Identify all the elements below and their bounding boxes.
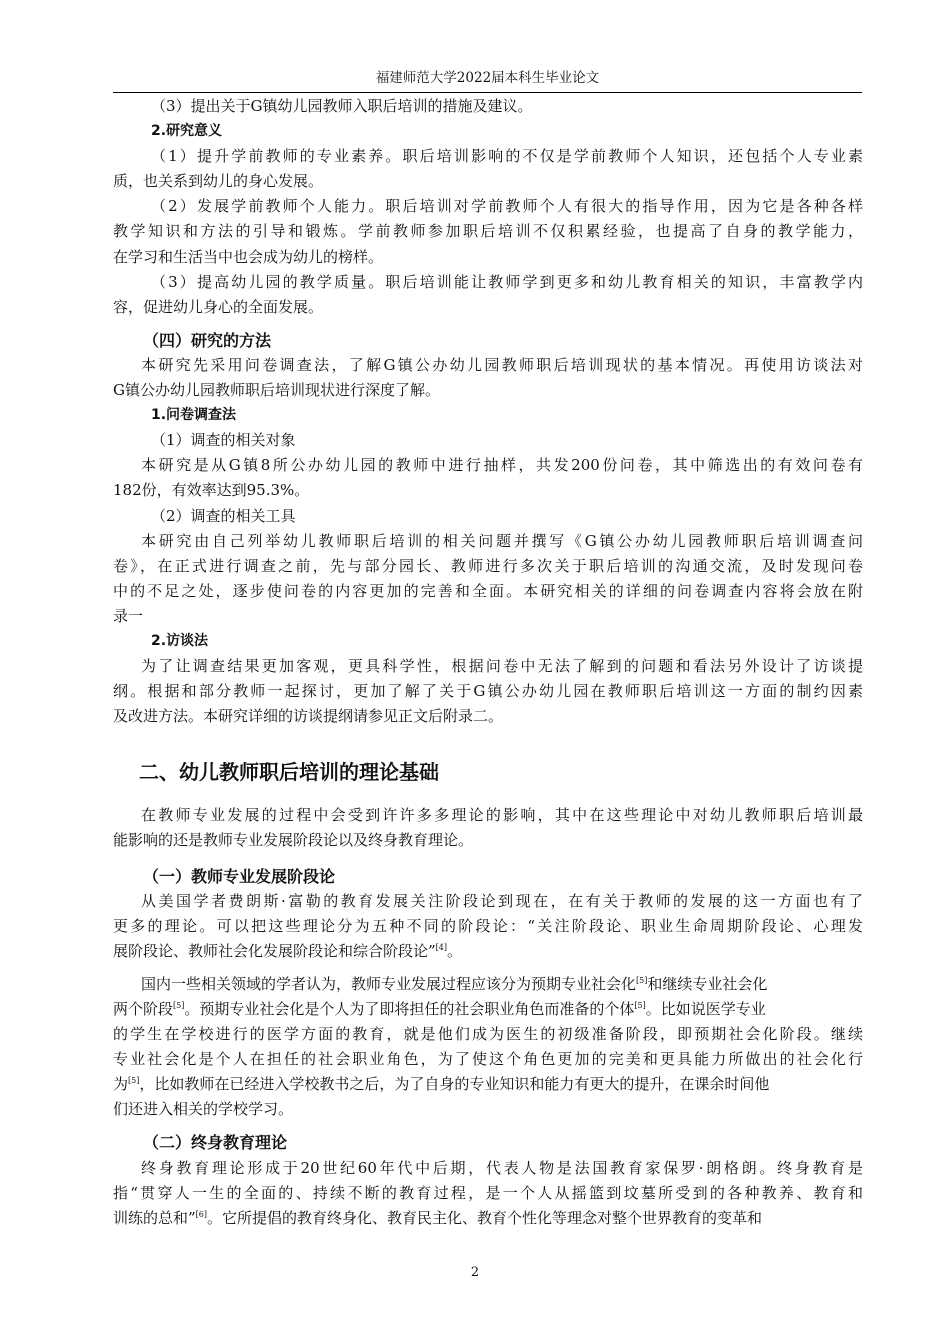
subheading-interview: 2.访谈法 bbox=[151, 632, 209, 649]
text-run: 两个阶段 bbox=[113, 1000, 174, 1018]
paragraph-line: 本研究由自己列举幼儿教师职后培训的相关问题并撰写《G镇公办幼儿园教师职后培训调查问 bbox=[141, 531, 863, 550]
section-heading-methods: （四）研究的方法 bbox=[143, 330, 272, 350]
citation-ref: [4] bbox=[435, 942, 448, 952]
paragraph-line: 本研究先采用问卷调查法，了解G镇公办幼儿园教师职后培训现状的基本情况。再使用访谈法对 bbox=[141, 355, 863, 374]
text-run: 。 bbox=[447, 941, 463, 960]
paragraph-line: 终身教育理论形成于20世纪60年代中后期，代表人物是法国教育家保罗·朗格朗。终身教育是 bbox=[141, 1158, 863, 1177]
paragraph-line: （2）发展学前教师个人能力。职后培训对学前教师个人有很大的指导作用，因为它是各种各样 bbox=[151, 197, 863, 216]
paragraph-line: 指“贯穿人一生的全面的、持续不断的教育过程，是一个人从摇篮到坟墓所受到的各种教养、教育和 bbox=[113, 1183, 863, 1202]
header-title: 福建师范大学2022届本科生毕业论文 bbox=[375, 70, 600, 86]
paragraph-line: 专业社会化是个人在担任的社会职业角色，为了使这个角色更加的完美和更具能力所做出的社会化行 bbox=[113, 1050, 863, 1069]
citation-ref: [5] bbox=[128, 1076, 140, 1086]
page-number: 2 bbox=[470, 1265, 480, 1280]
paragraph-line bbox=[113, 972, 863, 997]
paragraph-line: （2）调查的相关工具 bbox=[151, 506, 296, 525]
paragraph-line bbox=[113, 1072, 863, 1097]
paragraph-line: 容，促进幼儿身心的全面发展。 bbox=[113, 297, 324, 316]
paragraph-line: 从美国学者费朗斯·富勒的教育发展关注阶段论到现在，在有关于教师的发展的这一方面也有了 bbox=[141, 891, 863, 910]
paragraph-line: 在学习和生活当中也会成为幼儿的榜样。 bbox=[113, 247, 384, 266]
paragraph-line: （1）调查的相关对象 bbox=[151, 431, 296, 450]
text-run: 为 bbox=[113, 1075, 129, 1094]
paragraph-line: 能影响的还是教师专业发展阶段论以及终身教育理论。 bbox=[113, 831, 474, 850]
paragraph-line: 卷》，在正式进行调查之前，先与部分园长、教师进行多次关于职后培训的沟通交流，及时发现问卷 bbox=[113, 556, 863, 575]
text-run: 展阶段论、教师社会化发展阶段论和综合阶段论” bbox=[113, 941, 436, 960]
citation-ref: [5] bbox=[173, 1001, 185, 1010]
section-heading-stage-theory: （一）教师专业发展阶段论 bbox=[143, 866, 336, 886]
paragraph-line: 182份，有效率达到95.3%。 bbox=[113, 481, 310, 500]
paragraph-line: 们还进入相关的学校学习。 bbox=[113, 1100, 294, 1119]
paragraph-line: G镇公办幼儿园教师职后培训现状进行深度了解。 bbox=[113, 381, 440, 400]
subheading-research-significance: 2.研究意义 bbox=[151, 123, 223, 140]
paragraph-line: 录一 bbox=[113, 606, 144, 625]
citation-ref: [5] bbox=[636, 975, 648, 985]
paragraph-line: 本研究是从G镇8所公办幼儿园的教师中进行抽样，共发200份问卷，其中筛选出的有效问卷有 bbox=[141, 456, 863, 475]
text-run: 。预期专业社会化是个人为了即将担任的社会职业角色而准备的个体 bbox=[184, 1000, 635, 1018]
paragraph-line bbox=[113, 997, 863, 1022]
paragraph-line: （3）提出关于G镇幼儿园教师入职后培训的措施及建议。 bbox=[151, 97, 533, 115]
text-run: 国内一些相关领域的学者认为，教师专业发展过程应该分为预期专业社会化 bbox=[141, 974, 637, 993]
text-run: ，比如教师在已经进入学校教书之后，为了自身的专业知识和能力有更大的提升，在课余时间他 bbox=[139, 1075, 770, 1094]
paragraph-line: 的学生在学校进行的医学方面的教育，就是他们成为医生的初级准备阶段，即预期社会化阶段。继续 bbox=[113, 1025, 863, 1044]
paragraph-line: 及改进方法。本研究详细的访谈提纲请参见正文后附录二。 bbox=[113, 707, 504, 726]
text-run: 。它所提倡的教育终身化、教育民主化、教育个性化等理念对整个世界教育的变革和 bbox=[207, 1208, 763, 1227]
page-header bbox=[113, 66, 862, 93]
paragraph-line bbox=[113, 939, 863, 964]
paragraph-line: （3）提高幼儿园的教学质量。职后培训能让教师学到更多和幼儿教育相关的知识，丰富教学内 bbox=[151, 272, 863, 291]
paragraph-line: 更多的理论。可以把这些理论分为五种不同的阶段论：“关注阶段论、职业生命周期阶段论、心理发 bbox=[113, 916, 863, 935]
paragraph-line: 为了让调查结果更加客观，更具科学性，根据问卷中无法了解到的问题和看法另外设计了访谈提 bbox=[141, 657, 863, 676]
text-run: 训练的总和” bbox=[113, 1208, 196, 1227]
text-run: 。比如说医学专业 bbox=[645, 1000, 766, 1018]
paragraph-line: 质，也关系到幼儿的身心发展。 bbox=[113, 172, 324, 191]
citation-ref: [6] bbox=[195, 1209, 208, 1219]
chapter-heading: 二、幼儿教师职后培训的理论基础 bbox=[139, 760, 439, 785]
paragraph-line bbox=[113, 1206, 863, 1231]
subheading-questionnaire: 1.问卷调查法 bbox=[151, 407, 237, 424]
paragraph-line: 中的不足之处，逐步使问卷的内容更加的完善和全面。本研究相关的详细的问卷调查内容将会放在附 bbox=[113, 581, 863, 600]
text-run: 和继续专业社会化 bbox=[647, 974, 768, 993]
paragraph-line: 纲。根据和部分教师一起探讨，更加了解了关于G镇公办幼儿园在教师职后培训这一方面的制约因素 bbox=[113, 682, 863, 701]
paragraph-line: 教学知识和方法的引导和锻炼。学前教师参加职后培训不仅积累经验，也提高了自身的教学能力， bbox=[113, 222, 863, 241]
paragraph-line: （1）提升学前教师的专业素养。职后培训影响的不仅是学前教师个人知识，还包括个人专业素 bbox=[151, 147, 863, 166]
paragraph-line: 在教师专业发展的过程中会受到许许多多理论的影响，其中在这些理论中对幼儿教师职后培训最 bbox=[141, 806, 863, 825]
section-heading-lifelong-education: （二）终身教育理论 bbox=[143, 1133, 288, 1153]
page-body bbox=[113, 94, 863, 1231]
citation-ref: [5] bbox=[634, 1001, 646, 1010]
